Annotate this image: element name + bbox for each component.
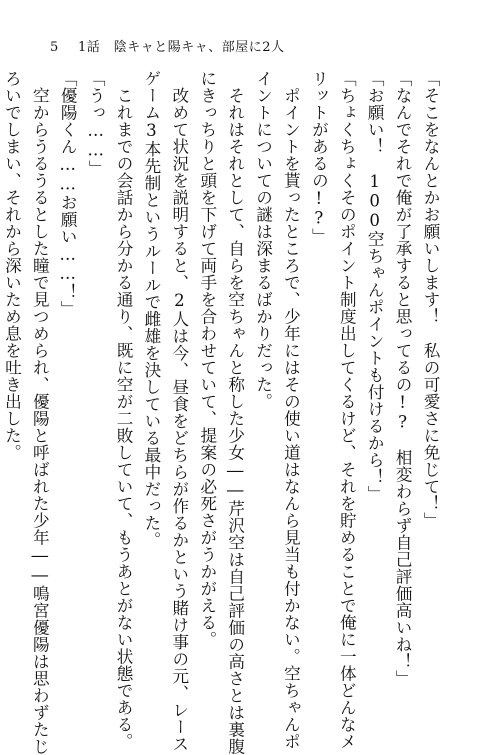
vertical-body-text [2, 70, 444, 755]
text-line: 改めて状況を説明すると、2人は今、昼食をどちらが作るかという賭け事の元、レース [169, 70, 189, 753]
text-line: 「そこをなんとかお願いします！ 私の可愛さに免じて！」 [421, 70, 440, 529]
page-number: 5 [50, 40, 59, 55]
text-line: イントについての謎は深まるばかりだった。 [253, 70, 273, 410]
running-header [50, 40, 285, 56]
text-line: ゲーム3本先制というルールで雌雄を決している最中だった。 [141, 70, 161, 549]
text-line: 「ちょくちょくそのポイント制度出してくるけど、それを貯めることで俺に一体どんなメ [337, 70, 357, 750]
chapter-title: 1話 陰キャと陽キャ、部屋に2人 [78, 40, 285, 55]
text-line: 「優陽くん……お願い……！」 [58, 70, 78, 318]
text-line: 「なんでそれで俺が了承すると思ってるの!? 相変わらず自己評価高いね！」 [393, 70, 413, 687]
text-line: ろいでしまい、それから深いため息を吐き出した。 [2, 70, 22, 461]
text-line: 「お願い！ 100空ちゃんポイントも付けるから！」 [365, 70, 385, 503]
text-line: 空からうるうるとした瞳で見つめられ、優陽と呼ばれた少年――鳴宮優陽は思わずたじ [30, 70, 50, 755]
text-line: 「うっ……」 [86, 70, 106, 177]
text-line: ポイントを貰ったところで、少年にはその使い道はなんら見当も付かない。空ちゃんポ [281, 70, 301, 750]
text-line: にきっちりと頭を下げて両手を合わせていて、提案の必死さがうかがえる。 [197, 70, 217, 648]
text-line: それはそれとして、自らを空ちゃんと称した少女――芹沢空は自己評価の高さとは裏腹 [225, 70, 245, 755]
text-line: これまでの会話から分かる通り、既に空が二敗していて、もうあとがない状態である。 [114, 70, 134, 750]
text-line: リットがあるの!?」 [309, 70, 329, 245]
